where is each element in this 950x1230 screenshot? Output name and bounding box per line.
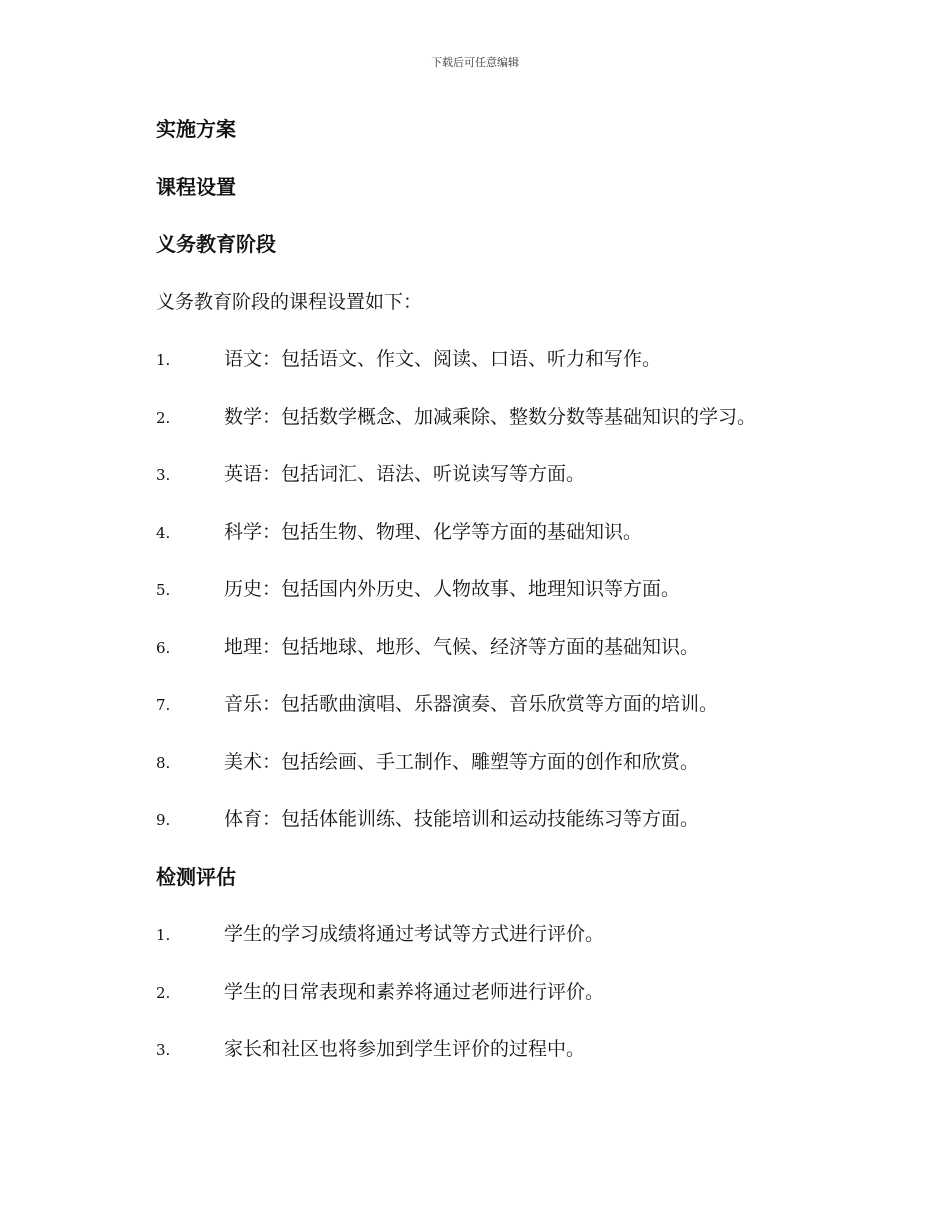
list-item: [156, 457, 876, 515]
page-header: 下载后可任意编辑: [431, 56, 519, 69]
list-number: 7.: [156, 696, 171, 714]
list-text: 科学：包括生物、物理、化学等方面的基础知识。: [224, 520, 643, 543]
list-item: [156, 802, 876, 860]
list-text: 家长和社区也将参加到学生评价的过程中。: [224, 1038, 586, 1060]
list-number: 1.: [156, 351, 171, 369]
list-item: [156, 1032, 876, 1090]
list-text: 体育：包括体能训练、技能培训和运动技能练习等方面。: [224, 808, 700, 830]
heading-curriculum: 课程设置: [156, 174, 236, 199]
list-item: [156, 745, 876, 803]
list-item: [156, 342, 876, 400]
list-item: [156, 917, 876, 975]
list-number: 9.: [156, 811, 171, 829]
list-number: 2.: [156, 983, 171, 1002]
list-text: 学生的学习成绩将通过考试等方式进行评价。: [224, 923, 605, 945]
list-item: [156, 630, 876, 688]
list-text: 英语：包括词汇、语法、听说读写等方面。: [224, 463, 586, 485]
list-text: 地理：包括地球、地形、气候、经济等方面的基础知识。: [224, 635, 700, 658]
list-item: [156, 572, 876, 630]
list-number: 6.: [156, 638, 171, 657]
heading-assessment: 检测评估: [156, 864, 236, 889]
list-number: 1.: [156, 926, 171, 944]
intro-paragraph: 义务教育阶段的课程设置如下：: [156, 290, 423, 313]
list-text: 历史：包括国内外历史、人物故事、地理知识等方面。: [224, 578, 681, 600]
list-text: 学生的日常表现和素养将通过老师进行评价。: [224, 980, 605, 1003]
list-number: 3.: [156, 466, 171, 484]
list-item: [156, 515, 876, 573]
list-number: 5.: [156, 581, 171, 599]
list-text: 语文：包括语文、作文、阅读、口语、听力和写作。: [224, 348, 662, 370]
course-list: [156, 342, 876, 860]
list-number: 8.: [156, 753, 171, 772]
list-item: [156, 687, 876, 745]
heading-plan: 实施方案: [156, 117, 236, 141]
list-text: 数学：包括数学概念、加减乘除、整数分数等基础知识的学习。: [224, 405, 757, 428]
list-item: [156, 400, 876, 458]
list-number: 4.: [156, 523, 171, 542]
list-text: 美术：包括绘画、手工制作、雕塑等方面的创作和欣赏。: [224, 750, 700, 773]
list-text: 音乐：包括歌曲演唱、乐器演奏、音乐欣赏等方面的培训。: [224, 693, 719, 715]
heading-stage: 义务教育阶段: [156, 232, 276, 256]
list-item: [156, 975, 876, 1033]
assessment-list: [156, 917, 876, 1090]
list-number: 2.: [156, 408, 171, 427]
list-number: 3.: [156, 1041, 171, 1059]
document-body: [156, 112, 876, 1090]
